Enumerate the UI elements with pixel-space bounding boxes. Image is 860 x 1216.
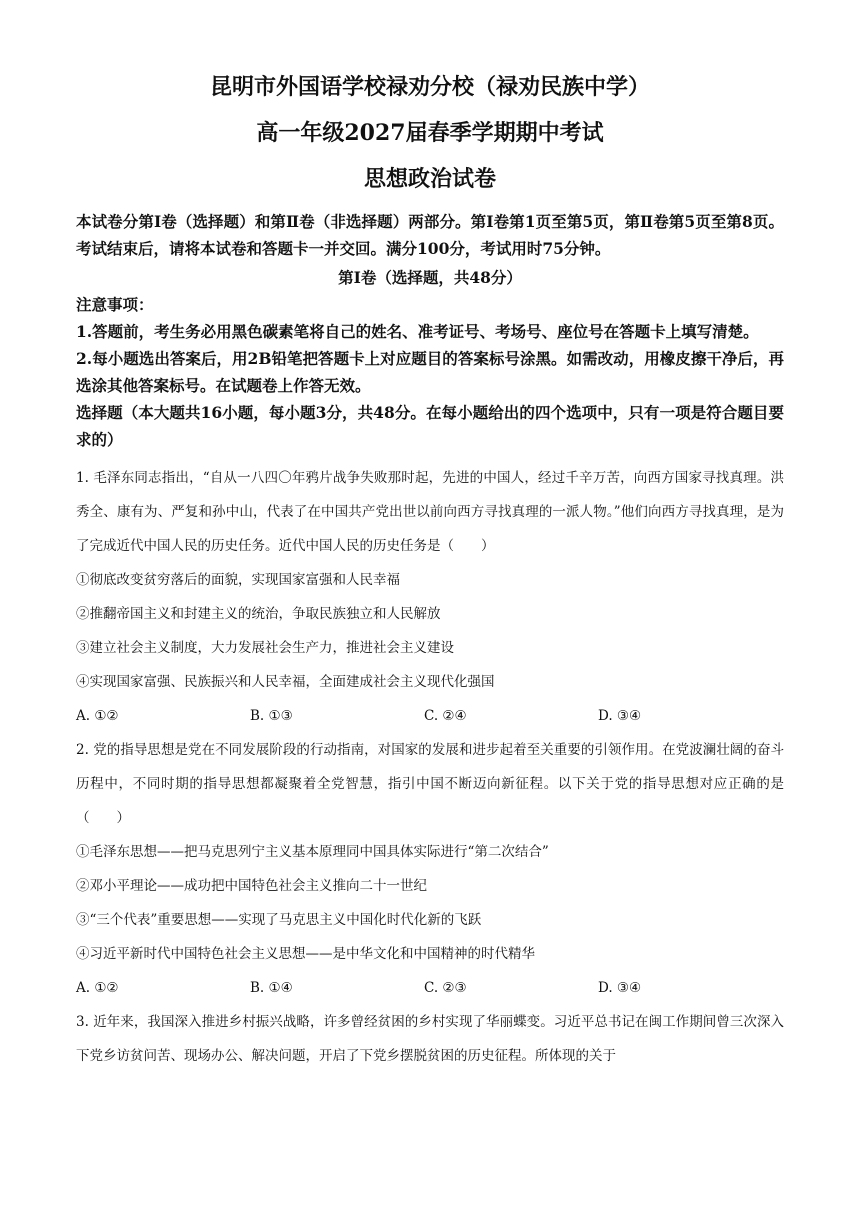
note-item-1: 1.答题前，考生务必用黑色碳素笔将自己的姓名、准考证号、考场号、座位号在答题卡上填写清楚。	[76, 322, 759, 341]
choice-c: C. ②④	[424, 708, 467, 724]
question-option: ①彻底改变贫穷落后的面貌，实现国家富强和人民幸福	[76, 572, 400, 588]
notes-title: 注意事项：	[76, 295, 154, 314]
question-option: ③“三个代表”重要思想——实现了马克思主义中国化时代化新的飞跃	[76, 912, 482, 928]
answer-choices	[76, 699, 784, 733]
question-option: ④习近平新时代中国特色社会主义思想——是中华文化和中国精神的时代精华	[76, 946, 535, 962]
exam-title: 高一年级2027届春季学期期中考试	[256, 120, 604, 146]
notes-block	[76, 291, 784, 399]
question-2	[76, 733, 784, 1005]
question-option: ③建立社会主义制度，大力发展社会生产力，推进社会主义建设	[76, 640, 454, 656]
choice-d: D. ③④	[598, 708, 642, 724]
mcq-instructions: 选择题（本大题共16小题，每小题3分，共48分。在每小题给出的四个选项中，只有一项是符合题目要求的）	[76, 403, 784, 449]
subject-title: 思想政治试卷	[363, 166, 496, 192]
question-option: ②邓小平理论——成功把中国特色社会主义推向二十一世纪	[76, 878, 427, 894]
choice-a: A. ①②	[76, 980, 119, 996]
question-1	[76, 461, 784, 733]
question-stem: 2. 党的指导思想是党在不同发展阶段的行动指南，对国家的发展和进步起着至关重要的引领作用。在党波澜壮阔的奋斗历程中，不同时期的指导思想都凝聚着全党智慧，指引中国不断迈向新征程。以下关于党的指导思想对应正确的是（ ）	[76, 742, 784, 826]
question-option: ④实现国家富强、民族振兴和人民幸福，全面建成社会主义现代化强国	[76, 674, 495, 690]
note-item-2: 2.每小题选出答案后，用2B铅笔把答题卡上对应题目的答案标号涂黑。如需改动，用橡皮擦干净后，再选涂其他答案标号。在试题卷上作答无效。	[76, 349, 784, 395]
exam-instructions: 本试卷分第Ⅰ卷（选择题）和第Ⅱ卷（非选择题）两部分。第Ⅰ卷第1页至第5页，第Ⅱ卷第5页至第8页。考试结束后，请将本试卷和答题卡一并交回。满分100分，考试用时75分钟。	[76, 212, 784, 258]
question-stem: 1. 毛泽东同志指出，“自从一八四〇年鸦片战争失败那时起，先进的中国人，经过千辛万苦，向西方国家寻找真理。洪秀全、康有为、严复和孙中山，代表了在中国共产党出世以前向西方寻找真理的一派人物。”他们向西方寻找真理，是为了完成近代中国人民的历史任务。近代中国人民的历史任务是（ ）	[76, 470, 784, 554]
choice-c: C. ②③	[424, 980, 467, 996]
section-heading: 第Ⅰ卷（选择题，共48分）	[338, 268, 522, 287]
question-3	[76, 1005, 784, 1073]
question-option: ①毛泽东思想——把马克思列宁主义基本原理同中国具体实际进行“第二次结合”	[76, 844, 549, 860]
header	[76, 0, 784, 190]
answer-choices	[76, 971, 784, 1005]
question-stem: 3. 近年来，我国深入推进乡村振兴战略，许多曾经贫困的乡村实现了华丽蝶变。习近平总书记在闽工作期间曾三次深入下党乡访贫问苦、现场办公、解决问题，开启了下党乡摆脱贫困的历史征程。所体现的关于	[76, 1014, 784, 1064]
choice-d: D. ③④	[598, 980, 642, 996]
school-title: 昆明市外国语学校禄劝分校（禄劝民族中学）	[209, 74, 650, 100]
choice-b: B. ①③	[250, 708, 293, 724]
question-option: ②推翻帝国主义和封建主义的统治，争取民族独立和人民解放	[76, 606, 441, 622]
choice-a: A. ①②	[76, 708, 119, 724]
choice-b: B. ①④	[250, 980, 293, 996]
